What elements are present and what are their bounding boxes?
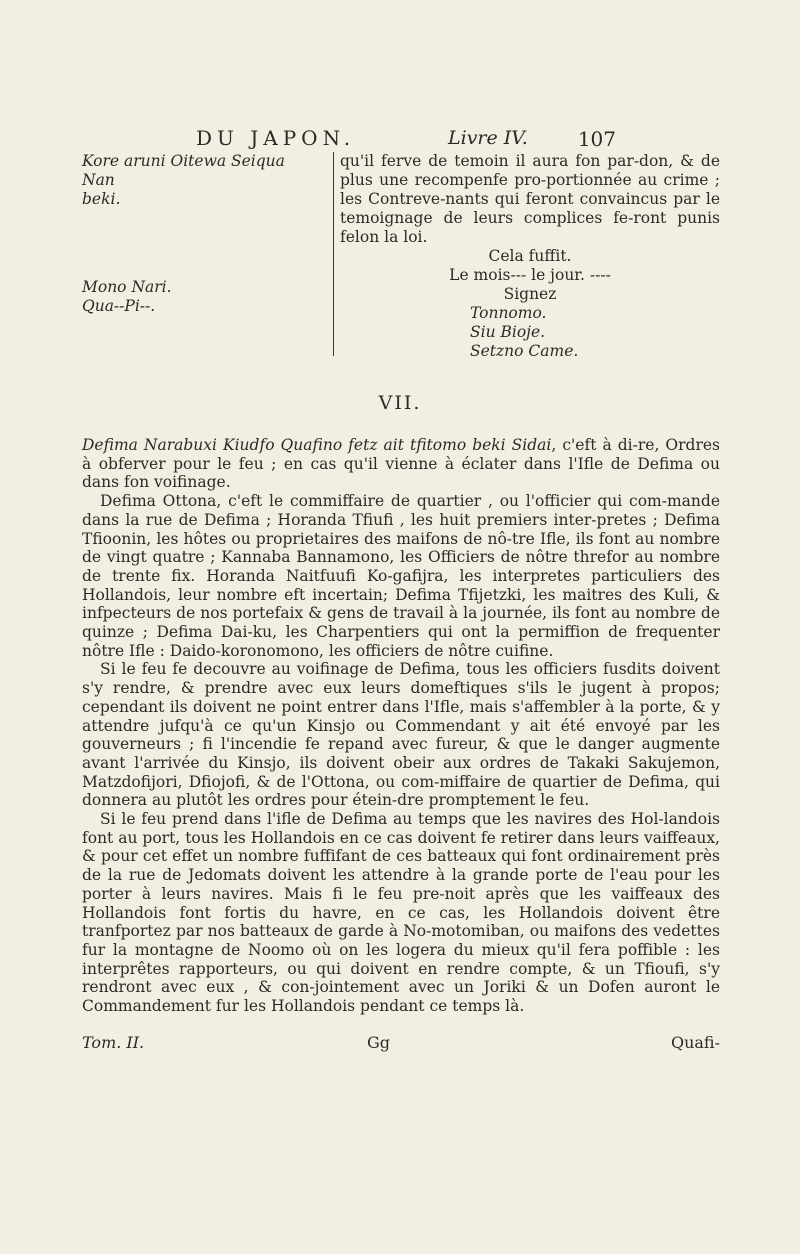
paragraph-1-rest: , c'eft à di-re, Ordres à obferver pour le feu ; en cas qu'il vienne à éclater dans l'Ifle de Defima ou dans fon voifinage. [82,436,720,492]
date-line: Le mois--- le jour. ---- [449,266,611,284]
running-header [196,126,616,154]
left-line: Qua--Pi--. [82,297,156,315]
left-line: Mono Nari. [82,278,172,296]
paragraph-1 [82,436,720,492]
signature: Setzno Came. [470,342,579,360]
signature-mark: Gg [367,1033,391,1052]
page-number: 107 [577,127,616,151]
catchword: Quafi- [670,1033,720,1052]
left-line: Kore aruni Oitewa Seiqua Nan [82,152,285,189]
paragraph-2: Defima Ottona, c'eft le commiffaire de quartier , ou l'officier qui com-mande dans la rue de Defima ; Horanda Tfiufi , les huit premiers inter-pretes ; Defima Tfioonin, les hôtes ou proprietaires des maifons de nô-tre Ifle, ils font au nombre de vingt quatre ; Kannaba Bannamono, les Officiers de nôtre threfor au nombre de trente fix. Horanda Naitfuufi Ko-gafijra, les interpretes particuliers des Hollandois, leur nombre eft incertain; Defima Tfijetzki, les maitres des Kuli, & infpecteurs de nos portefaix & gens de travail à la journée, ils font au nombre de quinze ; Defima Dai-ku, les Charpentiers qui ont la permiffion de frequenter nôtre Ifle : Daido-koronomono, les officiers de nôtre cuifine. [82,492,720,660]
signature: Siu Bioje. [470,323,546,341]
signez: Signez [503,285,557,303]
paragraph-1-italic: Defima Narabuxi Kiudfo Quafino fetz ait tfitomo beki Sidai [82,436,552,454]
header-book: Livre IV. [448,127,528,149]
signature: Tonnomo. [470,304,547,322]
left-column-japanese [82,152,322,315]
paragraph-3: Si le feu fe decouvre au voifinage de Defima, tous les officiers fusdits doivent s'y rendre, & prendre avec eux leurs domeftiques s'ils le jugent à propos; cependant ils doivent ne point entrer dans l'Ifle, mais s'affembler à la porte, & y attendre jufqu'à ce qu'un Kinsjo ou Commendant y ait été envoyé par les gouverneurs ; fi l'incendie fe repand avec fureur, & que le danger augmente avant l'arrivée du Kinsjo, ils doivent obeir aux ordres de Takaki Sakujemon, Matzdofijori, Dfiojofi, & de l'Ottona, ou com-miffaire de quartier de Defima, qui donnera au plutôt les ordres pour étein-dre promptement le feu. [82,660,720,810]
signatures [340,304,720,361]
paragraph-4: Si le feu prend dans l'ifle de Defima au temps que les navires des Hol-landois font au port, tous les Hollandois en ce cas doivent fe retirer dans leurs vaiffeaux, & pour cet effet un nombre fuffifant de ces batteaux qui font ordinairement près de la rue de Jedomats doivent les attendre à la grande porte de l'eau pour les porter à leurs navires. Mais fi le feu pre-noit après que les vaiffeaux des Hollandois font fortis du havre, en ce cas, les Hollandois doivent être tranfportez par nos batteaux de garde à No-motomiban, ou maifons des vedettes fur la montagne de Noomo où on les logera du mieux qu'il fera poffible : les interprêtes rapporteurs, ou qui doivent en rendre compte, & un Tfioufi, s'y rendront avec eux , & con-jointement avec un Joriki & un Dofen auront le Commandement fur les Hollandois pendant ce temps là. [82,810,720,1016]
page-footer [82,1033,720,1055]
right-text: qu'il ferve de temoin il aura fon par-don, & de plus une recompenfe pro-portionnée au crime ; les Contreve-nants qui feront convaincus par le temoignage de leurs complices fe-ront punis felon la loi. [340,152,720,246]
body-text [82,436,720,1016]
header-title: DU JAPON. [196,126,356,150]
left-block-2 [82,278,322,316]
cela-suffit: Cela fuffit. [488,247,572,265]
section-title: VII. [378,392,422,414]
column-divider [333,152,334,356]
volume-label: Tom. II. [82,1033,145,1052]
right-column-french [340,152,720,361]
left-line: beki. [82,190,121,208]
